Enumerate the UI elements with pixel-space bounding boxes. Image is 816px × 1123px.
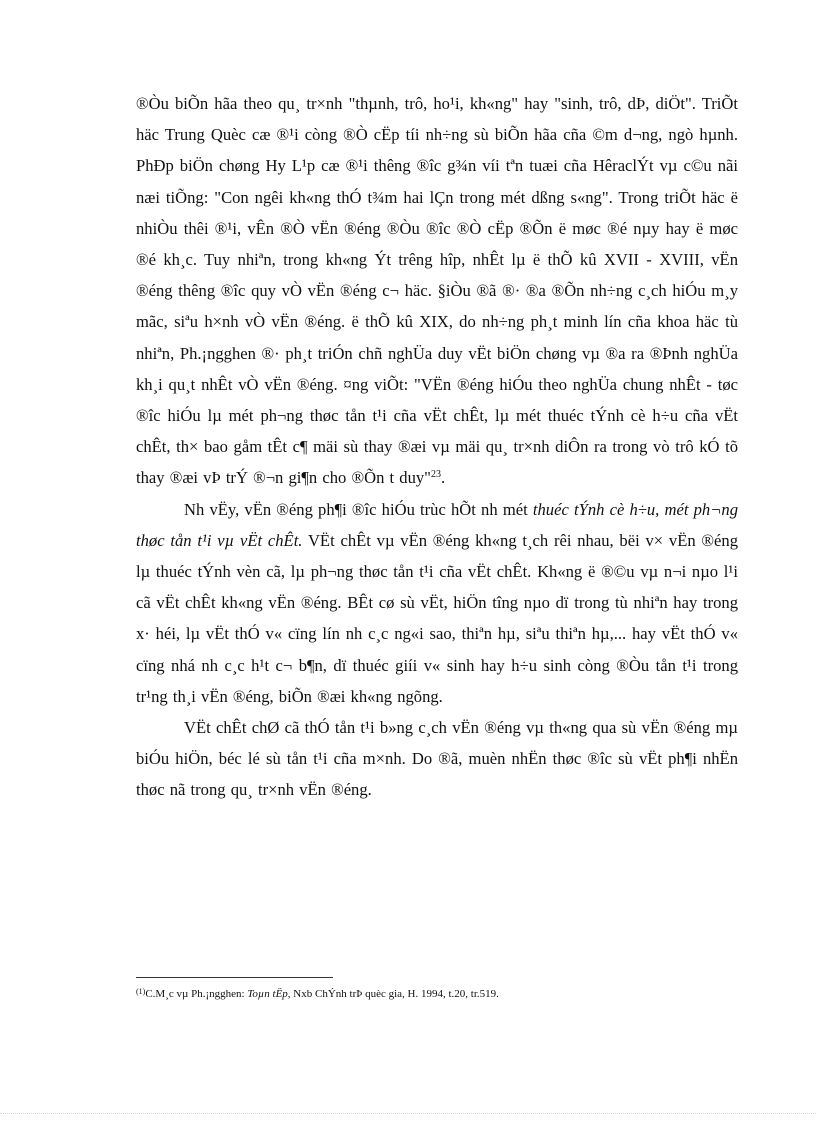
- paragraph-1: ®Òu biÕn hãa theo qu¸ tr×nh "thµnh, trô, ho¹i, kh«ng" hay "sinh, trô, dÞ, diÖt". TriÕt häc Trung Quèc cæ ®¹i còng ®Ò cËp tíi nh÷ng sù biÕn hãa cña ©m d¬ng, ngò hµnh. PhÐp biÖn chøng Hy L¹p cæ ®¹i thêng ®îc g¾n víi tªn tuæi cña HêraclÝt vµ c©u nãi næi tiÕng: "Con ngêi kh«ng thÓ t¾m hai lÇn trong mét dßng s«ng". Trong triÕt häc ë nhiÒu thêi ®¹i, vÊn ®Ò vËn ®éng ®Òu ®îc ®Ò cËp ®Õn ë møc ®é nµy hay ë møc ®é kh¸c. Tuy nhiªn, trong kh«ng Ýt trêng hîp, nhÊt lµ ë thÕ kû XVII - XVIII, vËn ®éng thêng ®îc quy vÒ vËn ®éng c¬ häc. §iÒu ®ã ®· ®a ®Õn nh÷ng c¸ch hiÓu m¸y mãc, siªu h×nh vÒ vËn ®éng. ë thÕ kû XIX, do nh÷ng ph¸t minh lín cña khoa häc tù nhiªn, Ph.¡ngghen ®· ph¸t triÓn chñ nghÜa duy vËt biÖn chøng vµ ®a ra ®Þnh nghÜa kh¸i qu¸t nhÊt vÒ vËn ®éng. ¤ng viÕt: "VËn ®éng hiÓu theo nghÜa chung nhÊt - tøc ®îc hiÓu lµ mét ph¬ng thøc tån t¹i cña vËt chÊt, lµ mét thuéc tÝnh cè h÷u cña vËt chÊt, th× bao gåm tÊt c¶ mäi sù thay ®æi vµ mäi qu¸ tr×nh diÔn ra trong vò trô kÓ tõ thay ®æi vÞ trÝ ®¬n gi¶n cho ®Õn t duy"$^{23}$.: [136, 94, 738, 488]
- paragraph-2: [136, 494, 738, 712]
- page-bottom-edge: [0, 1113, 816, 1114]
- paragraph-3-text: VËt chÊt chØ cã thÓ tån t¹i b»ng c¸ch vËn ®éng vµ th«ng qua sù vËn ®éng mµ biÓu hiÖn, béc lé sù tån t¹i cña m×nh. Do ®ã, muèn nhËn thøc ®îc sù vËt ph¶i nhËn thøc nã trong qu¸ tr×nh vËn ®éng.: [136, 718, 738, 800]
- paragraph-2-emphasis: thuéc tÝnh cè h÷u, mét ph¬ng thøc tån t¹i vµ vËt chÊt.: [136, 499, 738, 550]
- footnote-author: C.M¸c vµ Ph.¡ngghen:: [145, 988, 248, 1000]
- footnote-citation: , Nxb ChÝnh trÞ quèc gia, H. 1994, t.20, tr.519.: [287, 988, 499, 1000]
- footnote-separator: [136, 977, 333, 978]
- paragraph-2-lead: Nh vËy, vËn ®éng ph¶i ®îc hiÓu trùc hÕt nh mét: [184, 499, 533, 519]
- paragraph-3: [136, 712, 738, 806]
- footnote: [136, 987, 738, 1001]
- paragraph-2-body: VËt chÊt vµ vËn ®éng kh«ng t¸ch rêi nhau, bëi v× vËn ®éng lµ thuéc tÝnh vèn cã, lµ ph¬ng thøc tån t¹i cña vËt chÊt. Kh«ng ë ®©u vµ n¬i nµo l¹i cã vËt chÊt kh«ng vËn ®éng. BÊt cø sù vËt, hiÖn tîng nµo dï trong tù nhiªn hay trong x· héi, lµ vËt thÓ v« cïng lín nh c¸c ng«i sao, thiªn hµ, siªu thiªn hµ,... hay vËt thÓ v« cïng nhá nh c¸c h¹t c¬ b¶n, dï thuéc giíi v« sinh hay h÷u sinh còng ®Òu tån t¹i trong tr¹ng th¸i vËn ®éng, biÕn ®æi kh«ng ngõng.: [136, 530, 738, 706]
- footnote-marker: (1): [136, 987, 146, 996]
- footnote-reference: 23: [430, 469, 441, 481]
- paragraph-1-text: ®Òu biÕn hãa theo qu¸ tr×nh "thµnh, trô, ho¹i, kh«ng" hay "sinh, trô, dÞ, diÖt". TriÕt häc Trung Quèc cæ ®¹i còng ®Ò cËp tíi nh÷ng sù biÕn hãa cña ©m d¬ng, ngò hµnh. PhÐp biÖn chøng Hy L¹p cæ ®¹i thêng ®îc g¾n víi tªn tuæi cña HêraclÝt vµ c©u nãi næi tiÕng: "Con ngêi kh«ng thÓ t¾m hai lÇn trong mét dßng s«ng". Trong triÕt häc ë nhiÒu thêi ®¹i, vÊn ®Ò vËn ®éng ®Òu ®îc ®Ò cËp ®Õn ë møc ®é nµy hay ë møc ®é kh¸c. Tuy nhiªn, trong kh«ng Ýt trêng hîp, nhÊt lµ ë thÕ kû XVII - XVIII, vËn ®éng thêng ®îc quy vÒ vËn ®éng c¬ häc. §iÒu ®ã ®· ®a ®Õn nh÷ng c¸ch hiÓu m¸y mãc, siªu h×nh vÒ vËn ®éng. ë thÕ kû XIX, do nh÷ng ph¸t minh lín cña khoa häc tù nhiªn, Ph.¡ngghen ®· ph¸t triÓn chñ nghÜa duy vËt biÖn chøng vµ ®a ra ®Þnh nghÜa kh¸i qu¸t nhÊt vÒ vËn ®éng. ¤ng viÕt: "VËn ®éng hiÓu theo nghÜa chung nhÊt - tøc ®îc hiÓu lµ mét ph¬ng thøc tån t¹i cña vËt chÊt, lµ mét thuéc tÝnh cè h÷u cña vËt chÊt, th× bao gåm tÊt c¶ mäi sù thay ®æi vµ mäi qu¸ tr×nh diÔn ra trong vò trô kÓ tõ thay ®æi vÞ trÝ ®¬n gi¶n cho ®Õn t duy": [136, 94, 738, 488]
- page-body: [136, 88, 738, 806]
- footnote-title: Toµn tËp: [247, 988, 288, 1000]
